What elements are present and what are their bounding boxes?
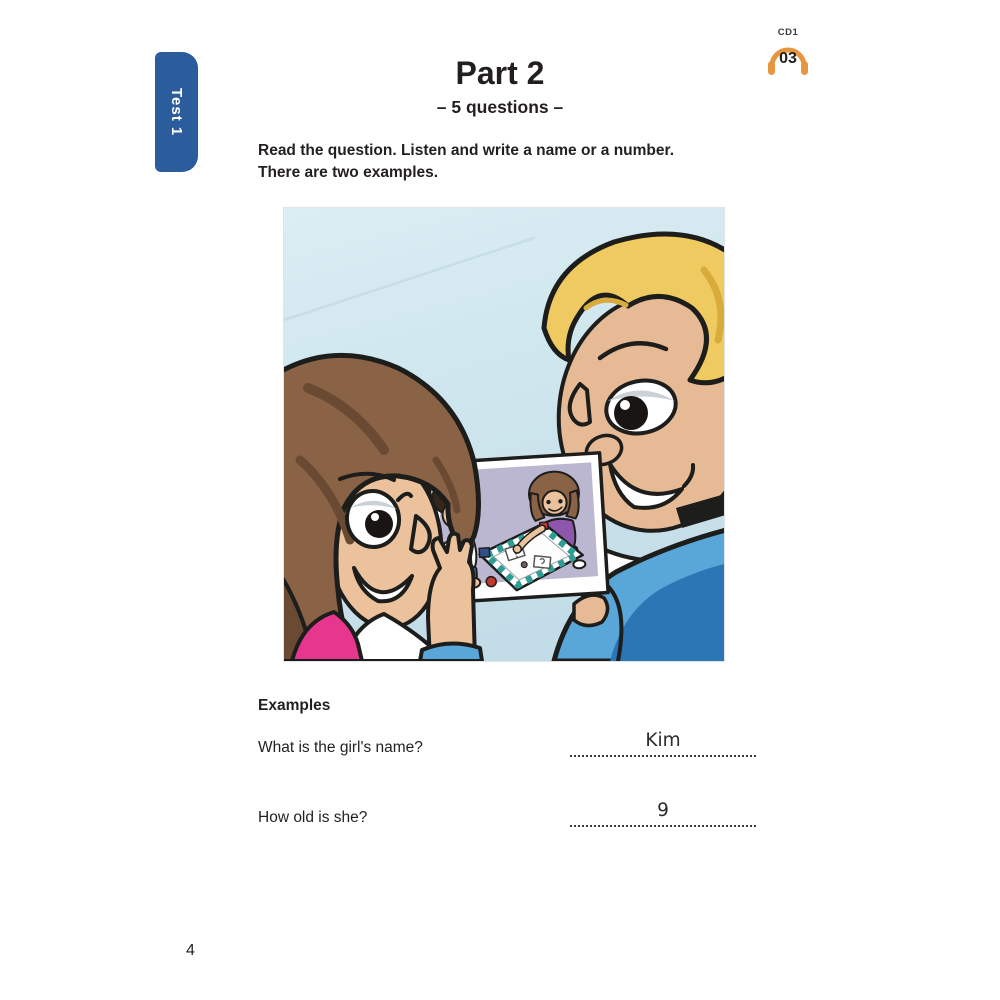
dotted-answer-line: [570, 755, 756, 757]
dotted-answer-line: [570, 825, 756, 827]
page-number: 4: [186, 942, 195, 959]
answer-field-how-old[interactable]: [570, 796, 756, 827]
track-number: 03: [779, 50, 797, 67]
page-title: Part 2: [455, 55, 545, 91]
question-girls-name: What is the girl's name?: [258, 739, 423, 756]
answer-field-girls-name[interactable]: [570, 726, 756, 757]
test-tab-label: Test 1: [168, 87, 185, 137]
answer-text-how-old: 9: [657, 800, 669, 821]
cd-label: CD1: [777, 27, 799, 38]
page-subtitle: – 5 questions –: [436, 97, 564, 117]
question-how-old: How old is she?: [258, 809, 368, 826]
examples-heading: Examples: [258, 697, 331, 714]
instructions: [258, 140, 674, 183]
illustration-children-with-photo: [283, 207, 725, 662]
instructions-line1: Read the question. Listen and write a name or a number.: [258, 142, 675, 159]
answer-text-girls-name: Kim: [645, 730, 681, 751]
instructions-line2: There are two examples.: [258, 163, 439, 181]
